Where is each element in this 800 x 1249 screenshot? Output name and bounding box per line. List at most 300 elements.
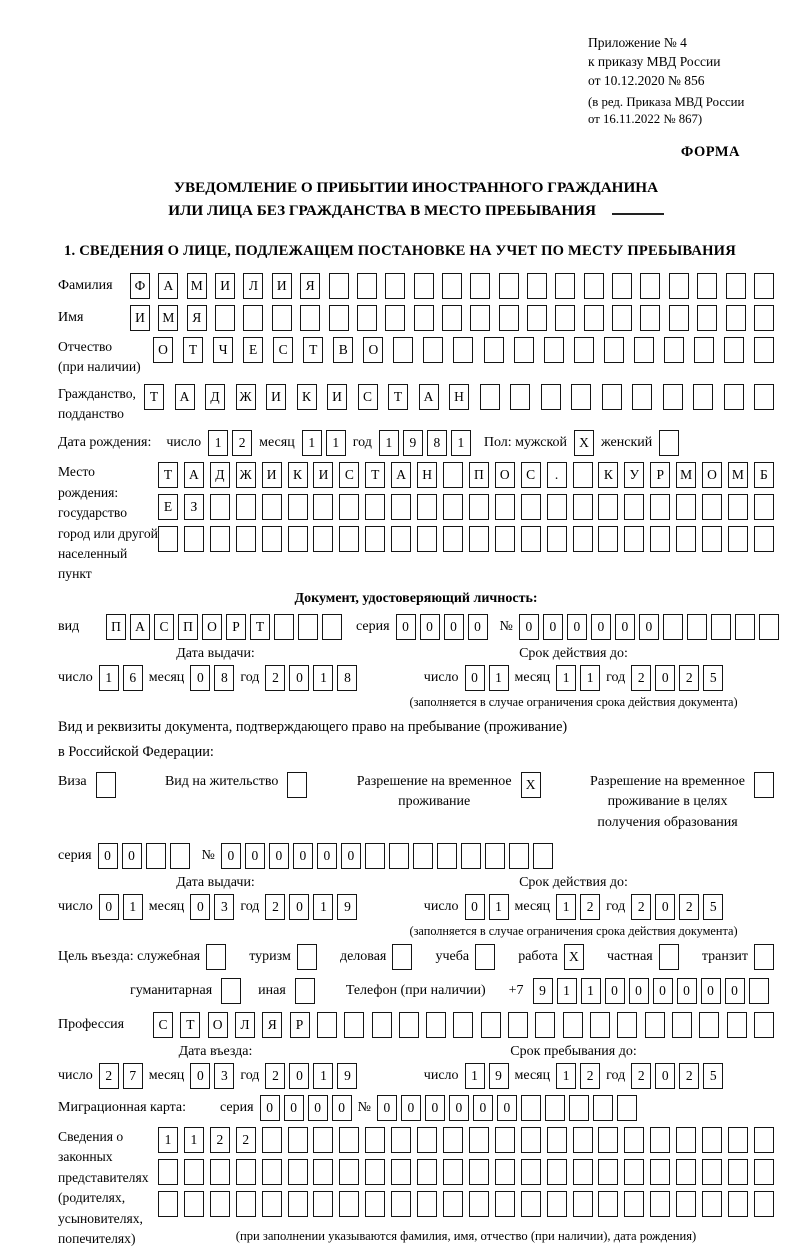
char-cell[interactable]	[672, 1012, 692, 1038]
char-cell[interactable]: 0	[377, 1095, 397, 1121]
char-cell[interactable]	[634, 337, 654, 363]
char-cell[interactable]	[414, 273, 434, 299]
char-cell[interactable]	[485, 843, 505, 869]
char-cell[interactable]: Д	[210, 462, 230, 488]
purpose-transit-checkbox[interactable]	[754, 944, 774, 970]
char-cell[interactable]: Т	[180, 1012, 200, 1038]
char-cell[interactable]	[754, 494, 774, 520]
char-cell[interactable]	[527, 305, 547, 331]
char-cell[interactable]	[514, 337, 534, 363]
char-cell[interactable]: 8	[427, 430, 447, 456]
purpose-study-checkbox[interactable]	[475, 944, 495, 970]
char-cell[interactable]	[754, 273, 774, 299]
char-cell[interactable]	[650, 526, 670, 552]
char-cell[interactable]	[288, 494, 308, 520]
char-cell[interactable]	[728, 526, 748, 552]
char-cell[interactable]: Д	[205, 384, 225, 410]
char-cell[interactable]: 1	[379, 430, 399, 456]
char-cell[interactable]	[617, 1012, 637, 1038]
char-cell[interactable]: 0	[293, 843, 313, 869]
char-cell[interactable]	[640, 273, 660, 299]
char-cell[interactable]	[442, 273, 462, 299]
char-cell[interactable]	[210, 526, 230, 552]
char-cell[interactable]: 2	[236, 1127, 256, 1153]
char-cell[interactable]: 2	[210, 1127, 230, 1153]
char-cell[interactable]: 1	[326, 430, 346, 456]
char-cell[interactable]	[624, 526, 644, 552]
char-cell[interactable]	[146, 843, 166, 869]
char-cell[interactable]	[624, 1127, 644, 1153]
char-cell[interactable]	[385, 273, 405, 299]
char-cell[interactable]	[624, 494, 644, 520]
char-cell[interactable]	[495, 526, 515, 552]
char-cell[interactable]	[210, 1159, 230, 1185]
char-cell[interactable]	[288, 1127, 308, 1153]
char-cell[interactable]	[521, 526, 541, 552]
char-cell[interactable]	[598, 494, 618, 520]
char-cell[interactable]: И	[262, 462, 282, 488]
purpose-private-checkbox[interactable]	[659, 944, 679, 970]
char-cell[interactable]	[598, 1127, 618, 1153]
char-cell[interactable]: О	[153, 337, 173, 363]
char-cell[interactable]: 0	[122, 843, 142, 869]
char-cell[interactable]: И	[266, 384, 286, 410]
char-cell[interactable]: 0	[289, 894, 309, 920]
char-cell[interactable]: А	[184, 462, 204, 488]
char-cell[interactable]	[417, 526, 437, 552]
char-cell[interactable]: 8	[337, 665, 357, 691]
char-cell[interactable]	[365, 1159, 385, 1185]
char-cell[interactable]	[442, 305, 462, 331]
char-cell[interactable]	[236, 526, 256, 552]
char-cell[interactable]	[158, 526, 178, 552]
char-cell[interactable]	[298, 614, 318, 640]
char-cell[interactable]	[453, 337, 473, 363]
char-cell[interactable]: Я	[300, 273, 320, 299]
char-cell[interactable]	[573, 526, 593, 552]
char-cell[interactable]: 0	[260, 1095, 280, 1121]
char-cell[interactable]	[443, 462, 463, 488]
char-cell[interactable]	[313, 1127, 333, 1153]
char-cell[interactable]: М	[158, 305, 178, 331]
char-cell[interactable]	[650, 1191, 670, 1217]
char-cell[interactable]	[754, 1127, 774, 1153]
char-cell[interactable]	[365, 494, 385, 520]
char-cell[interactable]	[317, 1012, 337, 1038]
char-cell[interactable]	[495, 1191, 515, 1217]
purpose-work-checkbox[interactable]: X	[564, 944, 584, 970]
char-cell[interactable]	[702, 1191, 722, 1217]
char-cell[interactable]: 1	[313, 1063, 333, 1089]
char-cell[interactable]	[702, 526, 722, 552]
visa-checkbox[interactable]	[96, 772, 116, 798]
char-cell[interactable]: 0	[317, 843, 337, 869]
char-cell[interactable]: 0	[284, 1095, 304, 1121]
char-cell[interactable]: 8	[214, 665, 234, 691]
char-cell[interactable]: 5	[703, 894, 723, 920]
char-cell[interactable]	[365, 1191, 385, 1217]
sex-female-checkbox[interactable]	[659, 430, 679, 456]
char-cell[interactable]	[365, 526, 385, 552]
char-cell[interactable]	[676, 1159, 696, 1185]
char-cell[interactable]	[728, 1127, 748, 1153]
char-cell[interactable]	[754, 384, 774, 410]
char-cell[interactable]	[423, 337, 443, 363]
char-cell[interactable]: 0	[591, 614, 611, 640]
char-cell[interactable]	[495, 1159, 515, 1185]
char-cell[interactable]: И	[327, 384, 347, 410]
char-cell[interactable]: 0	[449, 1095, 469, 1121]
char-cell[interactable]: 0	[639, 614, 659, 640]
char-cell[interactable]: 2	[631, 665, 651, 691]
purpose-other-checkbox[interactable]	[295, 978, 315, 1004]
char-cell[interactable]: 7	[123, 1063, 143, 1089]
char-cell[interactable]: Т	[158, 462, 178, 488]
char-cell[interactable]	[676, 1127, 696, 1153]
char-cell[interactable]: 0	[289, 665, 309, 691]
char-cell[interactable]	[510, 384, 530, 410]
char-cell[interactable]: К	[598, 462, 618, 488]
char-cell[interactable]	[533, 843, 553, 869]
char-cell[interactable]	[461, 843, 481, 869]
char-cell[interactable]	[313, 1159, 333, 1185]
char-cell[interactable]: 5	[703, 1063, 723, 1089]
char-cell[interactable]	[262, 1127, 282, 1153]
char-cell[interactable]	[313, 526, 333, 552]
char-cell[interactable]: 0	[677, 978, 697, 1004]
char-cell[interactable]	[598, 526, 618, 552]
char-cell[interactable]: 1	[556, 1063, 576, 1089]
char-cell[interactable]: О	[363, 337, 383, 363]
char-cell[interactable]	[632, 384, 652, 410]
char-cell[interactable]	[547, 526, 567, 552]
char-cell[interactable]	[399, 1012, 419, 1038]
char-cell[interactable]: 0	[99, 894, 119, 920]
char-cell[interactable]	[547, 1159, 567, 1185]
char-cell[interactable]	[645, 1012, 665, 1038]
char-cell[interactable]	[754, 337, 774, 363]
char-cell[interactable]: 0	[567, 614, 587, 640]
char-cell[interactable]	[544, 337, 564, 363]
char-cell[interactable]: 2	[99, 1063, 119, 1089]
char-cell[interactable]	[329, 273, 349, 299]
char-cell[interactable]: 2	[631, 894, 651, 920]
char-cell[interactable]	[274, 614, 294, 640]
char-cell[interactable]: 0	[473, 1095, 493, 1121]
char-cell[interactable]: 2	[232, 430, 252, 456]
char-cell[interactable]	[339, 1191, 359, 1217]
char-cell[interactable]	[158, 1191, 178, 1217]
char-cell[interactable]	[443, 1191, 463, 1217]
char-cell[interactable]	[547, 494, 567, 520]
char-cell[interactable]	[329, 305, 349, 331]
char-cell[interactable]: 0	[725, 978, 745, 1004]
char-cell[interactable]	[339, 526, 359, 552]
char-cell[interactable]: 0	[629, 978, 649, 1004]
char-cell[interactable]	[480, 384, 500, 410]
char-cell[interactable]	[598, 1159, 618, 1185]
char-cell[interactable]: А	[419, 384, 439, 410]
char-cell[interactable]: 0	[401, 1095, 421, 1121]
char-cell[interactable]	[499, 273, 519, 299]
char-cell[interactable]	[650, 494, 670, 520]
char-cell[interactable]: 1	[208, 430, 228, 456]
sex-male-checkbox[interactable]: X	[574, 430, 594, 456]
char-cell[interactable]	[584, 273, 604, 299]
char-cell[interactable]: А	[158, 273, 178, 299]
char-cell[interactable]: П	[106, 614, 126, 640]
char-cell[interactable]: Т	[303, 337, 323, 363]
char-cell[interactable]	[469, 494, 489, 520]
char-cell[interactable]	[481, 1012, 501, 1038]
char-cell[interactable]: 3	[214, 894, 234, 920]
char-cell[interactable]	[702, 1127, 722, 1153]
char-cell[interactable]: 2	[679, 665, 699, 691]
char-cell[interactable]	[508, 1012, 528, 1038]
char-cell[interactable]	[443, 1159, 463, 1185]
char-cell[interactable]	[676, 526, 696, 552]
char-cell[interactable]	[372, 1012, 392, 1038]
char-cell[interactable]: Е	[158, 494, 178, 520]
char-cell[interactable]	[527, 273, 547, 299]
char-cell[interactable]	[728, 1159, 748, 1185]
char-cell[interactable]: 1	[313, 894, 333, 920]
char-cell[interactable]: 0	[465, 665, 485, 691]
char-cell[interactable]: 0	[465, 894, 485, 920]
char-cell[interactable]: 9	[337, 894, 357, 920]
char-cell[interactable]	[313, 494, 333, 520]
char-cell[interactable]: 0	[605, 978, 625, 1004]
char-cell[interactable]	[393, 337, 413, 363]
char-cell[interactable]	[391, 1127, 411, 1153]
char-cell[interactable]: 1	[158, 1127, 178, 1153]
char-cell[interactable]	[624, 1191, 644, 1217]
char-cell[interactable]: 1	[302, 430, 322, 456]
char-cell[interactable]: 2	[265, 665, 285, 691]
char-cell[interactable]: 0	[341, 843, 361, 869]
char-cell[interactable]: А	[391, 462, 411, 488]
char-cell[interactable]: М	[676, 462, 696, 488]
char-cell[interactable]: О	[495, 462, 515, 488]
char-cell[interactable]: 0	[98, 843, 118, 869]
char-cell[interactable]	[711, 614, 731, 640]
char-cell[interactable]	[184, 526, 204, 552]
char-cell[interactable]: 3	[214, 1063, 234, 1089]
char-cell[interactable]	[414, 305, 434, 331]
char-cell[interactable]: 0	[655, 1063, 675, 1089]
char-cell[interactable]: И	[215, 273, 235, 299]
char-cell[interactable]	[339, 1159, 359, 1185]
char-cell[interactable]	[344, 1012, 364, 1038]
char-cell[interactable]	[365, 1127, 385, 1153]
char-cell[interactable]: Т	[365, 462, 385, 488]
char-cell[interactable]	[521, 1095, 541, 1121]
char-cell[interactable]	[521, 494, 541, 520]
char-cell[interactable]: 0	[655, 894, 675, 920]
char-cell[interactable]	[288, 1159, 308, 1185]
char-cell[interactable]: О	[202, 614, 222, 640]
char-cell[interactable]	[724, 337, 744, 363]
char-cell[interactable]: 1	[184, 1127, 204, 1153]
char-cell[interactable]	[650, 1127, 670, 1153]
char-cell[interactable]: С	[153, 1012, 173, 1038]
char-cell[interactable]	[357, 305, 377, 331]
char-cell[interactable]	[555, 305, 575, 331]
char-cell[interactable]	[687, 614, 707, 640]
char-cell[interactable]: 2	[580, 1063, 600, 1089]
char-cell[interactable]: 0	[289, 1063, 309, 1089]
char-cell[interactable]: 0	[245, 843, 265, 869]
residence-permit-checkbox[interactable]	[287, 772, 307, 798]
char-cell[interactable]	[545, 1095, 565, 1121]
char-cell[interactable]: 9	[403, 430, 423, 456]
char-cell[interactable]	[389, 843, 409, 869]
char-cell[interactable]: 0	[425, 1095, 445, 1121]
char-cell[interactable]: 0	[444, 614, 464, 640]
char-cell[interactable]: 2	[265, 1063, 285, 1089]
char-cell[interactable]	[339, 1127, 359, 1153]
char-cell[interactable]: В	[333, 337, 353, 363]
char-cell[interactable]: П	[469, 462, 489, 488]
char-cell[interactable]	[391, 494, 411, 520]
char-cell[interactable]: С	[358, 384, 378, 410]
char-cell[interactable]: 0	[420, 614, 440, 640]
char-cell[interactable]	[535, 1012, 555, 1038]
char-cell[interactable]	[313, 1191, 333, 1217]
purpose-tourism-checkbox[interactable]	[297, 944, 317, 970]
char-cell[interactable]: 2	[679, 894, 699, 920]
char-cell[interactable]: Т	[250, 614, 270, 640]
char-cell[interactable]	[573, 494, 593, 520]
char-cell[interactable]	[210, 1191, 230, 1217]
char-cell[interactable]	[602, 384, 622, 410]
char-cell[interactable]	[547, 1127, 567, 1153]
char-cell[interactable]	[676, 1191, 696, 1217]
char-cell[interactable]	[749, 978, 769, 1004]
char-cell[interactable]	[663, 384, 683, 410]
char-cell[interactable]: 1	[313, 665, 333, 691]
char-cell[interactable]	[754, 526, 774, 552]
char-cell[interactable]: 1	[123, 894, 143, 920]
char-cell[interactable]: Л	[243, 273, 263, 299]
char-cell[interactable]	[584, 305, 604, 331]
char-cell[interactable]	[759, 614, 779, 640]
char-cell[interactable]: 0	[396, 614, 416, 640]
char-cell[interactable]: 0	[190, 665, 210, 691]
char-cell[interactable]: 9	[533, 978, 553, 1004]
char-cell[interactable]	[669, 273, 689, 299]
char-cell[interactable]	[469, 1159, 489, 1185]
char-cell[interactable]	[391, 1191, 411, 1217]
char-cell[interactable]	[663, 614, 683, 640]
char-cell[interactable]	[724, 384, 744, 410]
char-cell[interactable]: П	[178, 614, 198, 640]
char-cell[interactable]	[391, 1159, 411, 1185]
char-cell[interactable]	[754, 1159, 774, 1185]
char-cell[interactable]	[499, 305, 519, 331]
purpose-official-checkbox[interactable]	[206, 944, 226, 970]
char-cell[interactable]	[573, 462, 593, 488]
char-cell[interactable]	[470, 273, 490, 299]
char-cell[interactable]	[262, 526, 282, 552]
char-cell[interactable]: О	[702, 462, 722, 488]
char-cell[interactable]	[417, 1191, 437, 1217]
char-cell[interactable]: 0	[190, 1063, 210, 1089]
char-cell[interactable]: С	[521, 462, 541, 488]
char-cell[interactable]	[598, 1191, 618, 1217]
char-cell[interactable]	[184, 1159, 204, 1185]
char-cell[interactable]: .	[547, 462, 567, 488]
char-cell[interactable]: О	[208, 1012, 228, 1038]
char-cell[interactable]	[158, 1159, 178, 1185]
char-cell[interactable]	[521, 1127, 541, 1153]
char-cell[interactable]	[426, 1012, 446, 1038]
char-cell[interactable]: 1	[451, 430, 471, 456]
char-cell[interactable]	[469, 1191, 489, 1217]
char-cell[interactable]: К	[297, 384, 317, 410]
char-cell[interactable]: И	[313, 462, 333, 488]
char-cell[interactable]	[385, 305, 405, 331]
char-cell[interactable]: Ф	[130, 273, 150, 299]
char-cell[interactable]: 0	[543, 614, 563, 640]
char-cell[interactable]: 0	[655, 665, 675, 691]
char-cell[interactable]	[288, 1191, 308, 1217]
char-cell[interactable]	[170, 843, 190, 869]
char-cell[interactable]	[694, 337, 714, 363]
char-cell[interactable]: Ж	[236, 384, 256, 410]
char-cell[interactable]: 0	[653, 978, 673, 1004]
char-cell[interactable]	[210, 494, 230, 520]
char-cell[interactable]: Я	[262, 1012, 282, 1038]
char-cell[interactable]: 5	[703, 665, 723, 691]
char-cell[interactable]: 2	[265, 894, 285, 920]
char-cell[interactable]: 0	[468, 614, 488, 640]
char-cell[interactable]	[417, 1127, 437, 1153]
char-cell[interactable]	[728, 1191, 748, 1217]
char-cell[interactable]	[640, 305, 660, 331]
char-cell[interactable]	[495, 494, 515, 520]
char-cell[interactable]	[484, 337, 504, 363]
char-cell[interactable]	[735, 614, 755, 640]
char-cell[interactable]	[357, 273, 377, 299]
char-cell[interactable]: 1	[581, 978, 601, 1004]
char-cell[interactable]	[669, 305, 689, 331]
char-cell[interactable]	[612, 273, 632, 299]
char-cell[interactable]	[288, 526, 308, 552]
char-cell[interactable]	[443, 526, 463, 552]
char-cell[interactable]: 1	[99, 665, 119, 691]
char-cell[interactable]: 0	[519, 614, 539, 640]
char-cell[interactable]	[697, 305, 717, 331]
char-cell[interactable]: И	[272, 273, 292, 299]
char-cell[interactable]	[563, 1012, 583, 1038]
char-cell[interactable]	[664, 337, 684, 363]
char-cell[interactable]	[521, 1159, 541, 1185]
char-cell[interactable]	[236, 1159, 256, 1185]
char-cell[interactable]: 0	[190, 894, 210, 920]
char-cell[interactable]: С	[273, 337, 293, 363]
char-cell[interactable]	[417, 1159, 437, 1185]
char-cell[interactable]: И	[130, 305, 150, 331]
char-cell[interactable]	[243, 305, 263, 331]
char-cell[interactable]: 0	[332, 1095, 352, 1121]
char-cell[interactable]	[443, 494, 463, 520]
char-cell[interactable]: 6	[123, 665, 143, 691]
char-cell[interactable]	[437, 843, 457, 869]
char-cell[interactable]	[612, 305, 632, 331]
char-cell[interactable]	[650, 1159, 670, 1185]
char-cell[interactable]: 0	[308, 1095, 328, 1121]
